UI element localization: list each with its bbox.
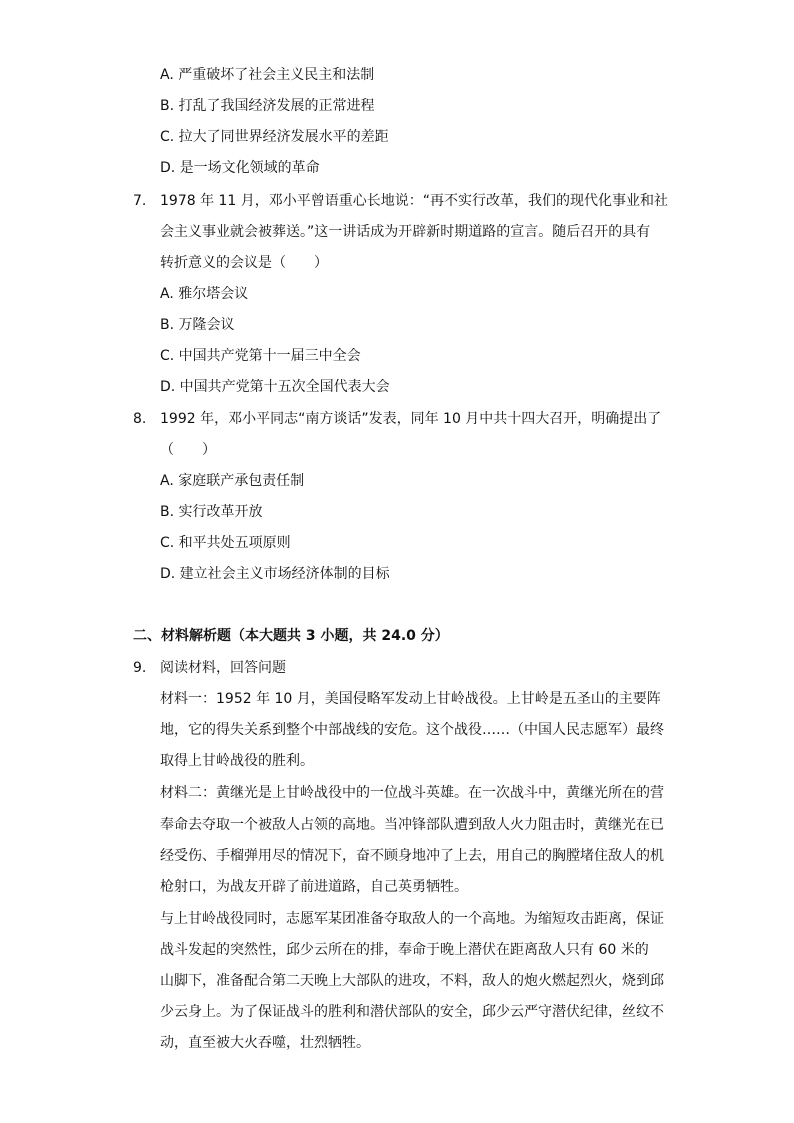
q9-material2-line-2: 奉命去夺取一个被敌人占领的高地。当冲锋部队遭到敌人火力阻击时，黄继光在已 [160,817,664,833]
q8-number: 8. [133,411,147,427]
q9-material1-line-1: 材料一：1952 年 10 月，美国侵略军发动上甘岭战役。上甘岭是五圣山的主要阵 [160,691,661,707]
q9-prompt: 阅读材料，回答问题 [160,660,286,676]
q7-option-d: D. 中国共产党第十五次全国代表大会 [160,379,390,395]
q8-option-c: C. 和平共处五项原则 [160,535,291,551]
q7-option-c: C. 中国共产党第十一届三中全会 [160,348,361,364]
q9-material3-line-3: 山脚下，准备配合第二天晚上大部队的进攻，不料，敌人的炮火燃起烈火，烧到邱 [160,973,664,989]
q7-number: 7. [133,193,147,209]
q7-text-line-3: 转折意义的会议是（ ） [160,255,328,271]
q9-number: 9. [133,660,147,676]
q6-option-a: A. 严重破坏了社会主义民主和法制 [160,67,375,83]
q8-option-d: D. 建立社会主义市场经济体制的目标 [160,566,390,582]
q9-material3-line-1: 与上甘岭战役同时，志愿军某团准备夺取敌人的一个高地。为缩短攻击距离，保证 [160,911,664,927]
q9-material2-line-4: 枪射口，为战友开辟了前进道路，自己英勇牺牲。 [160,879,468,895]
q8-text-line-1: 1992 年，邓小平同志“南方谈话”发表，同年 10 月中共十四大召开，明确提出了 [160,411,662,427]
q9-material2-line-3: 经受伤、手榴弹用尽的情况下，奋不顾身地冲了上去，用自己的胸膛堵住敌人的机 [160,848,664,864]
q6-option-c: C. 拉大了同世界经济发展水平的差距 [160,129,389,145]
q8-option-b: B. 实行改革开放 [160,504,263,520]
q7-text-line-1: 1978 年 11 月，邓小平曾语重心长地说：“再不实行改革，我们的现代化事业和社 [160,193,669,209]
q9-material3-line-5: 动，直至被大火吞噬，壮烈牺牲。 [160,1035,370,1051]
q9-material1-line-3: 取得上甘岭战役的胜利。 [160,753,314,769]
q7-option-a: A. 雅尔塔会议 [160,286,249,302]
q9-material3-line-4: 少云身上。为了保证战斗的胜利和潜伏部队的安全，邱少云严守潜伏纪律，丝纹不 [160,1004,664,1020]
q9-material1-line-2: 地，它的得失关系到整个中部战线的安危。这个战役……（中国人民志愿军）最终 [160,722,664,738]
q6-option-d: D. 是一场文化领域的革命 [160,160,320,176]
q9-material2-line-1: 材料二：黄继光是上甘岭战役中的一位战斗英雄。在一次战斗中，黄继光所在的营 [160,785,664,801]
q8-text-line-2: （ ） [160,442,216,458]
q6-option-b: B. 打乱了我国经济发展的正常进程 [160,98,375,114]
q7-text-line-2: 会主义事业就会被葬送。”这一讲话成为开辟新时期道路的宣言。随后召开的具有 [160,224,651,240]
section-2-title: 二、材料解析题（本大题共 3 小题，共 24.0 分） [133,628,449,644]
q9-material3-line-2: 战斗发起的突然性，邱少云所在的排，奉命于晚上潜伏在距离敌人只有 60 米的 [160,942,649,958]
q7-option-b: B. 万隆会议 [160,317,235,333]
q8-option-a: A. 家庭联产承包责任制 [160,473,305,489]
